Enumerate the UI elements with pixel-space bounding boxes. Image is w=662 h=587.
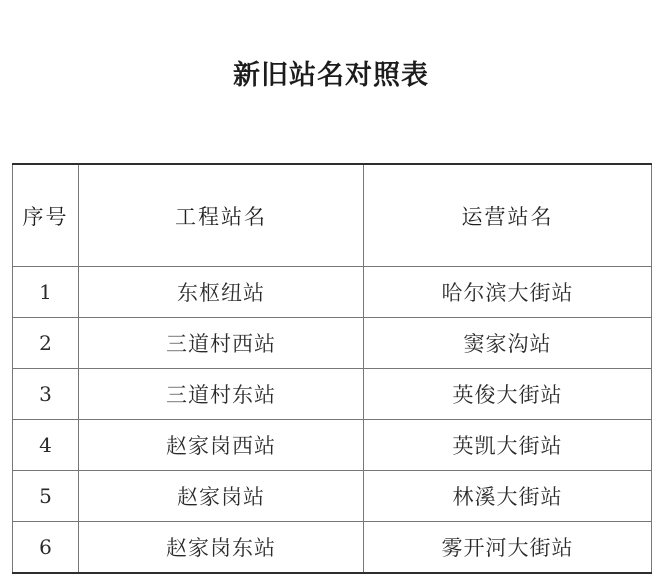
header-cell-engineering-name: 工程站名 [79, 164, 364, 267]
seq-cell: 2 [13, 318, 79, 369]
operational-name-cell: 哈尔滨大街站 [364, 267, 652, 318]
operational-name-cell: 英凯大街站 [364, 420, 652, 471]
station-name-comparison-table [12, 163, 652, 574]
engineering-name-cell: 赵家岗西站 [79, 420, 364, 471]
engineering-name-cell: 三道村西站 [79, 318, 364, 369]
operational-name-cell: 英俊大街站 [364, 369, 652, 420]
page-title: 新旧站名对照表 [233, 60, 429, 91]
seq-cell: 3 [13, 369, 79, 420]
table-row [13, 522, 652, 574]
table-header-row [13, 164, 652, 267]
seq-cell: 4 [13, 420, 79, 471]
table-row [13, 420, 652, 471]
operational-name-cell: 窦家沟站 [364, 318, 652, 369]
operational-name-cell: 林溪大街站 [364, 471, 652, 522]
seq-cell: 5 [13, 471, 79, 522]
engineering-name-cell: 三道村东站 [79, 369, 364, 420]
engineering-name-cell: 赵家岗东站 [79, 522, 364, 574]
header-cell-seq: 序号 [13, 164, 79, 267]
seq-cell: 1 [13, 267, 79, 318]
table-row [13, 471, 652, 522]
table-row [13, 369, 652, 420]
table-row [13, 318, 652, 369]
engineering-name-cell: 东枢纽站 [79, 267, 364, 318]
seq-cell: 6 [13, 522, 79, 574]
engineering-name-cell: 赵家岗站 [79, 471, 364, 522]
header-cell-operational-name: 运营站名 [364, 164, 652, 267]
table-row [13, 267, 652, 318]
operational-name-cell: 雾开河大街站 [364, 522, 652, 574]
